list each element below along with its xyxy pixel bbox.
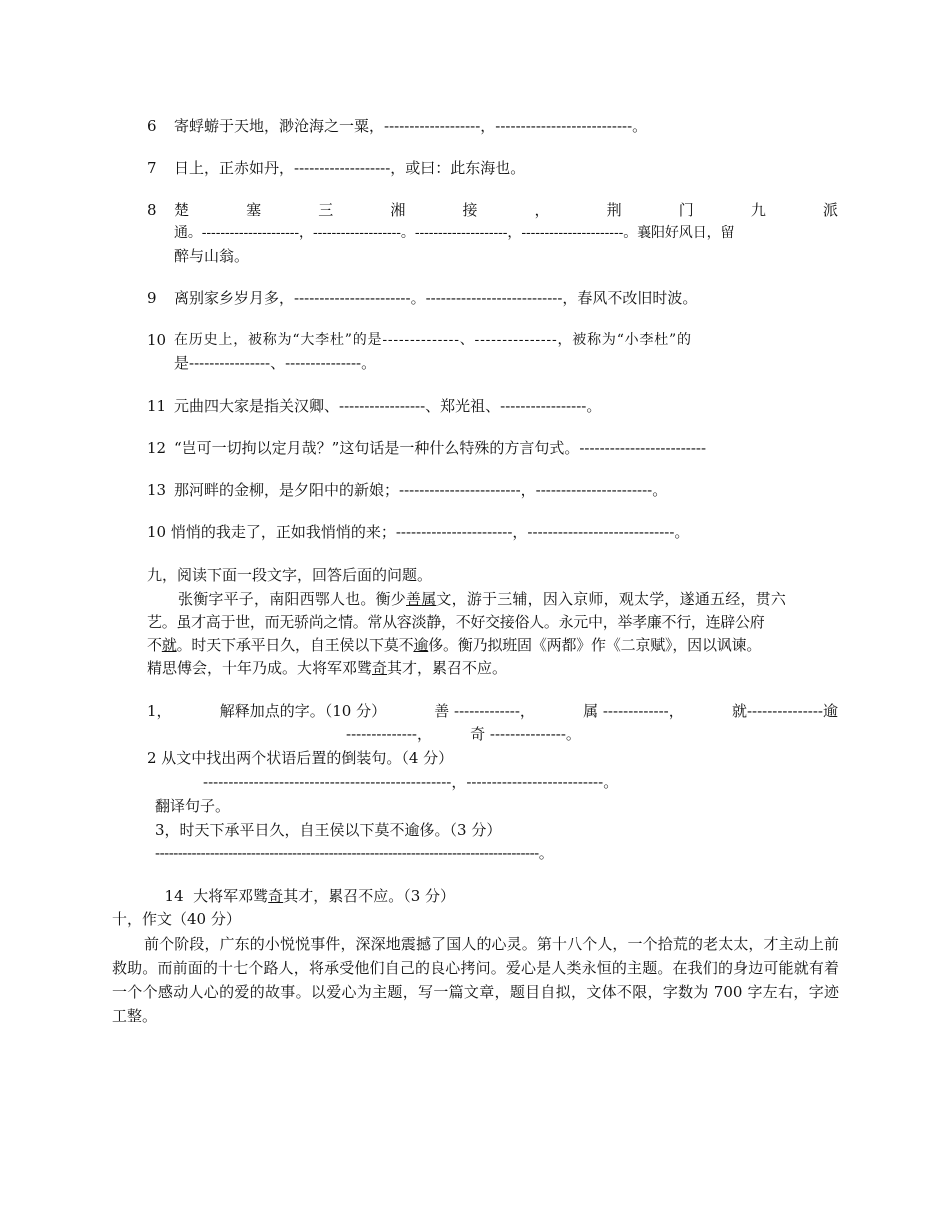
translate-label: 翻译句子。 <box>155 797 231 815</box>
q11-number: 11 <box>147 397 167 415</box>
question3-blank: ------------------------------------------------------------------------------------。 <box>155 844 554 862</box>
q10-number: 10 <box>147 331 167 349</box>
question2-blank: -------------------------------------------------，---------------------------。 <box>203 773 619 791</box>
question4-text: 14 大将军邓骘奇其才，累召不应。（3 分） <box>164 887 456 905</box>
question1-line1: 1， 解释加点的字。（10 分） 善 -------------， 属 -------------， 就---------------逾 <box>147 702 838 720</box>
dotted-char-shu: 属 <box>421 590 437 608</box>
passage-line4: 精思傅会，十年乃成。大将军邓骘奇其才，累召不应。 <box>147 659 508 677</box>
question3-label: 3，时天下承平日久，自王侯以下莫不逾侈。（3 分） <box>155 821 502 839</box>
q7-text: 日上，正赤如丹，-------------------，或曰：此东海也。 <box>174 159 526 177</box>
q8-char: 接 <box>462 201 478 219</box>
q11-text: 元曲四大家是指关汉卿、-----------------、郑光祖、-----------------。 <box>174 397 602 415</box>
q8-char: 荆 <box>606 201 622 219</box>
q9-number: 9 <box>147 289 157 307</box>
q12-text: “岂可一切拘以定月哉？”这句话是一种什么特殊的方言句式。------------------------- <box>174 439 707 457</box>
q10-line1: 在历史上，被称为“大李杜”的是--------------、---------------，被称为“小李杜”的 <box>174 332 692 348</box>
q13-text: 那河畔的金柳，是夕阳中的新娘；------------------------，-----------------------。 <box>174 481 668 499</box>
passage-line2: 艺。虽才高于世，而无骄尚之情。常从容淡静，不好交接俗人。永元中，举孝廉不行，连辟公府 <box>147 613 765 631</box>
passage-line3: 不就。时天下承平日久，自王侯以下莫不逾侈。衡乃拟班固《两都》作《二京赋》，因以讽谏。 <box>147 636 762 654</box>
q10-line2: 是----------------、---------------。 <box>174 354 377 372</box>
q8-char: 九 <box>750 201 766 219</box>
section10-heading: 十，作文（40 分） <box>112 910 241 928</box>
q12-number: 12 <box>147 439 167 457</box>
dotted-char-shan: 善 <box>406 590 422 608</box>
q6-number: 6 <box>147 117 157 135</box>
q14-text: 10 悄悄的我走了，正如我悄悄的来；-----------------------，-----------------------------。 <box>147 523 690 541</box>
question2-label: 2 从文中找出两个状语后置的倒装句。（4 分） <box>147 749 454 767</box>
dotted-char-jiu: 就 <box>161 636 177 654</box>
q8-char: ， <box>534 201 550 219</box>
dotted-char-yu: 逾 <box>413 636 429 654</box>
q8-char: 派 <box>822 201 838 219</box>
section9-heading: 九，阅读下面一段文字，回答后面的问题。 <box>147 566 433 584</box>
q8-char: 楚 <box>174 201 190 219</box>
q8-line3: 醉与山翁。 <box>174 247 250 265</box>
q9-text: 离别家乡岁月多，-----------------------。---------------------------，春风不改旧时波。 <box>174 289 698 307</box>
q8-char: 塞 <box>246 201 262 219</box>
question1-line2: --------------， 奇 ---------------。 <box>346 725 581 743</box>
q6-text: 寄蜉蝣于天地，渺沧海之一粟，-------------------，---------------------------。 <box>174 117 648 135</box>
q13-number: 13 <box>147 481 167 499</box>
q8-number: 8 <box>147 201 157 219</box>
essay-prompt: 前个阶段，广东的小悦悦事件，深深地震撼了国人的心灵。第十八个人，一个拾荒的老太太，才主动上前救助。而前面的十七个路人，将承受他们自己的良心拷问。爱心是人类永恒的主题。在我们的身边可能就有着一个个感动人心的爱的故事。以爱心为主题，写一篇文章，题目自拟，文体不限，字数为 700 字左右，字迹工整。 <box>112 935 839 1025</box>
q8-char: 门 <box>678 201 694 219</box>
q8-line1 <box>174 200 838 220</box>
q7-number: 7 <box>147 159 157 177</box>
dotted-char-qi: 奇 <box>372 659 388 677</box>
passage-line1: 张衡字平子，南阳西鄂人也。衡少善属文，游于三辅，因入京师，观太学，遂通五经，贯六 <box>178 590 787 608</box>
q8-char: 湘 <box>390 201 406 219</box>
q8-char: 三 <box>318 201 334 219</box>
q8-line2: 通。---------------------，-------------------。--------------------，----------------------。襄阳好风日，留 <box>174 225 735 241</box>
dotted-char-qi-2: 奇 <box>268 887 284 905</box>
